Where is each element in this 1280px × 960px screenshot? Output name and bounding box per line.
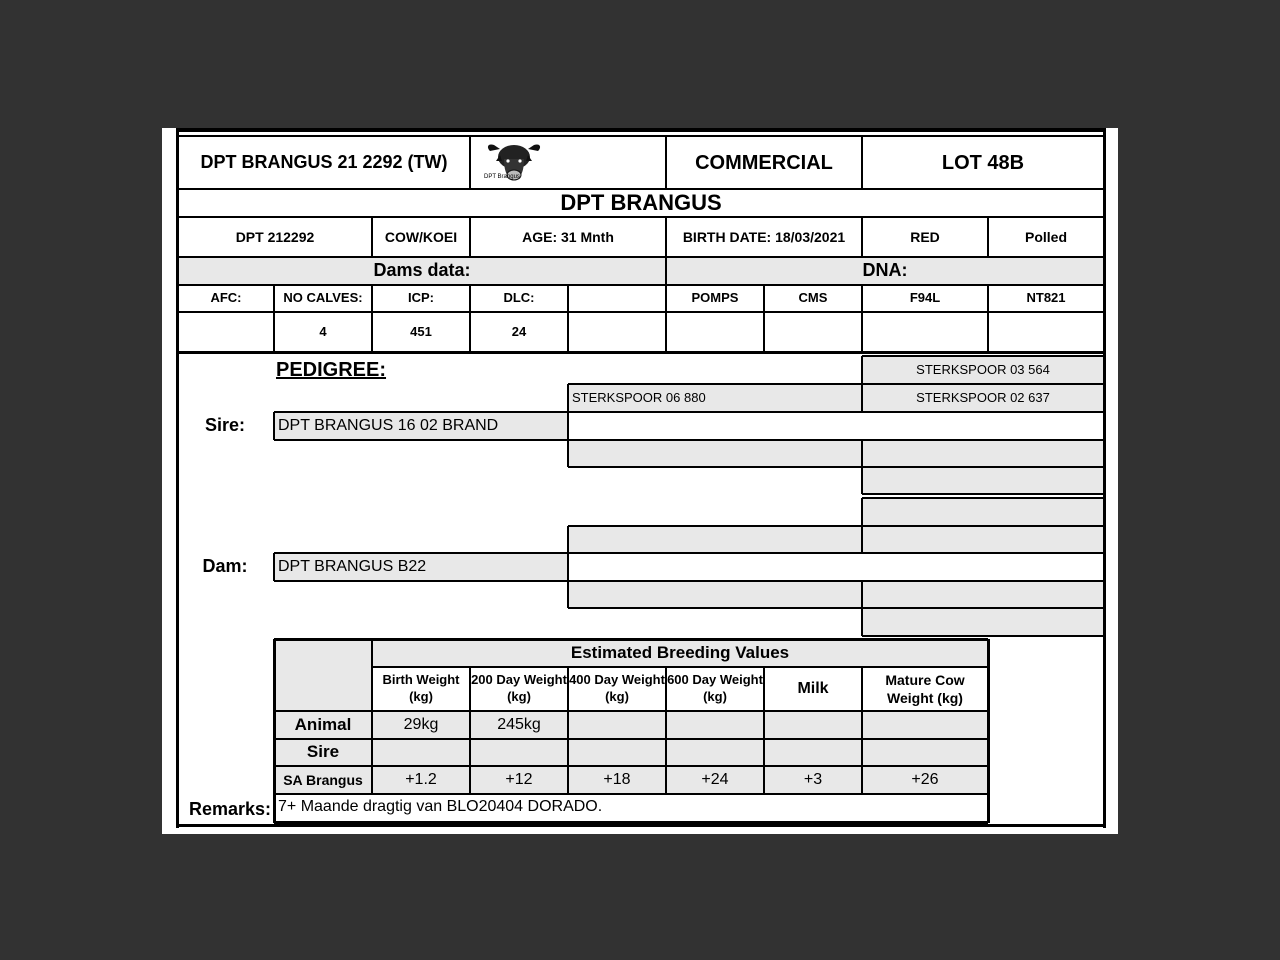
grid-line <box>176 128 1106 132</box>
grid-line <box>273 285 275 352</box>
pedigree-sire-dam-dam <box>862 467 1104 494</box>
grid-line <box>274 552 1104 554</box>
dlc-value: 24 <box>511 323 527 339</box>
category: COMMERCIAL <box>695 151 833 174</box>
grid-line <box>371 217 373 257</box>
grid-line <box>176 824 1106 827</box>
grid-line <box>469 285 471 352</box>
dna-heading: DNA: <box>666 257 1104 285</box>
grid-line <box>861 440 863 494</box>
ebv-cell: +26 <box>862 766 988 794</box>
dam-label: Dam: <box>202 556 248 577</box>
sire-label: Sire: <box>204 415 246 436</box>
grid-line <box>567 285 569 352</box>
grid-line <box>987 217 989 257</box>
animal-number: DPT 212292 <box>235 228 315 245</box>
grid-line <box>178 188 1104 190</box>
grid-line <box>861 217 863 257</box>
ebv-cell <box>568 739 666 766</box>
animal-id: DPT BRANGUS 21 2292 (TW) <box>200 151 448 172</box>
ebv-cell: +18 <box>568 766 666 794</box>
brangus-logo <box>470 136 666 189</box>
ebv-col-mature-cow: Mature Cow Weight (kg) <box>885 671 965 706</box>
grid-line <box>862 493 1104 495</box>
grid-line <box>861 384 863 412</box>
no-calves-label: NO CALVES: <box>283 290 363 306</box>
ebv-cell: +3 <box>764 766 862 794</box>
cms-value <box>764 312 862 352</box>
grid-line <box>567 384 569 412</box>
grid-line <box>274 580 1104 582</box>
grid-line <box>568 466 1104 468</box>
pedigree-dam: DPT BRANGUS B22 <box>274 553 568 581</box>
ebv-cell: +1.2 <box>372 766 470 794</box>
ebv-cell <box>764 711 862 739</box>
grid-line <box>178 256 1104 258</box>
grid-line <box>1103 356 1105 384</box>
grid-line <box>861 356 863 384</box>
pedigree-sire-dam <box>568 440 862 467</box>
grid-line <box>567 526 569 553</box>
pedigree-dam-sire-sire <box>862 498 1104 526</box>
grid-line <box>178 216 1104 218</box>
ebv-row-label-sire: Sire <box>274 739 372 766</box>
grid-line <box>861 667 863 794</box>
grid-line <box>176 135 1106 137</box>
grid-line <box>567 440 569 467</box>
animal-sex: COW/KOEI <box>384 228 458 245</box>
logo-text: DPT Brangus <box>484 174 520 180</box>
grid-line <box>568 525 1104 527</box>
ebv-cell <box>568 711 666 739</box>
grid-line <box>862 355 1104 357</box>
grid-line <box>987 285 989 352</box>
icp-label: ICP: <box>408 290 434 306</box>
grid-line <box>568 411 1104 413</box>
ebv-col-400-day: 400 Day Weight (kg) <box>569 672 665 704</box>
ebv-cell <box>372 739 470 766</box>
grid-line <box>665 257 667 285</box>
birth-date: BIRTH DATE: 18/03/2021 <box>682 228 846 245</box>
pomps-value <box>666 312 764 352</box>
grid-line <box>568 607 1104 609</box>
grid-line <box>371 639 373 794</box>
ebv-cell: 29kg <box>372 711 470 739</box>
f94l-value <box>862 312 988 352</box>
grid-line <box>274 439 1104 441</box>
ebv-col-milk: Milk <box>797 679 829 697</box>
grid-line <box>178 284 1104 286</box>
pomps-label: POMPS <box>691 290 739 306</box>
ebv-cell <box>862 739 988 766</box>
pedigree-heading: PEDIGREE: <box>276 359 387 381</box>
grid-line <box>274 793 988 795</box>
ebv-col-600-day: 600 Day Weight (kg) <box>667 672 763 704</box>
cms-label: CMS <box>798 290 828 306</box>
grid-line <box>372 666 988 668</box>
animal-age: AGE: 31 Mnth <box>522 228 614 245</box>
remarks-text: 7+ Maande dragtig van BLO20404 DORADO. <box>278 798 603 816</box>
ebv-col-200-day: 200 Day Weight (kg) <box>471 672 567 704</box>
nt821-label: NT821 <box>1026 290 1066 306</box>
grid-line <box>274 638 988 641</box>
lot-sheet <box>162 128 1118 834</box>
grid-line <box>176 128 179 828</box>
lot-number: LOT 48B <box>941 151 1025 174</box>
pedigree-sire-sire-dam: STERKSPOOR 02 637 <box>862 384 1104 412</box>
pedigree-dam-dam-dam <box>862 608 1104 636</box>
grid-line <box>274 765 988 767</box>
grid-line <box>178 311 1104 313</box>
ebv-col-birth-weight: Birth Weight (kg) <box>382 672 460 704</box>
grid-line <box>861 581 863 636</box>
ebv-cell <box>666 711 764 739</box>
ebv-cell: +24 <box>666 766 764 794</box>
ebv-header-blank <box>274 667 372 711</box>
ebv-cell <box>666 739 764 766</box>
remarks-label: Remarks: <box>188 799 272 820</box>
grid-line <box>861 285 863 352</box>
pedigree-dam-dam-sire <box>862 581 1104 608</box>
animal-colour: RED <box>910 228 940 245</box>
pedigree-sire: DPT BRANGUS 16 02 BRAND <box>274 412 568 440</box>
sheet-title: DPT BRANGUS <box>560 189 722 215</box>
grid-line <box>469 136 471 189</box>
grid-line <box>763 285 765 352</box>
f94l-label: F94L <box>909 290 941 306</box>
dlc-label: DLC: <box>503 290 535 306</box>
grid-line <box>274 738 988 740</box>
grid-line <box>1103 128 1106 828</box>
ebv-corner <box>274 639 372 667</box>
grid-line <box>178 351 1104 354</box>
pedigree-sire-dam-sire <box>862 440 1104 467</box>
grid-line <box>665 217 667 257</box>
grid-line <box>273 553 275 581</box>
ebv-title: Estimated Breeding Values <box>372 639 988 667</box>
grid-line <box>469 667 471 794</box>
grid-line <box>567 412 569 440</box>
grid-line <box>763 667 765 794</box>
ebv-cell <box>470 739 568 766</box>
grid-line <box>274 710 988 712</box>
pedigree-sire-sire-sire: STERKSPOOR 03 564 <box>862 356 1104 384</box>
horn-status: Polled <box>1024 228 1067 245</box>
ebv-cell <box>862 711 988 739</box>
pedigree-dam-dam <box>568 581 862 608</box>
ebv-cell: +12 <box>470 766 568 794</box>
ebv-row-label-animal: Animal <box>274 711 372 739</box>
no-calves-value: 4 <box>319 323 327 339</box>
grid-line <box>665 285 667 352</box>
grid-line <box>567 581 569 608</box>
grid-line <box>469 217 471 257</box>
grid-line <box>665 667 667 794</box>
pedigree-sire-sire: STERKSPOOR 06 880 <box>568 384 862 412</box>
pedigree-dam-sire <box>568 526 862 553</box>
grid-line <box>273 412 275 440</box>
grid-line <box>371 285 373 352</box>
grid-line <box>861 136 863 189</box>
grid-line <box>568 383 1104 385</box>
afc-value <box>178 312 274 352</box>
icp-value: 451 <box>410 323 432 339</box>
nt821-value <box>988 312 1104 352</box>
grid-line <box>273 639 276 823</box>
ebv-cell <box>764 739 862 766</box>
pedigree-dam-sire-dam <box>862 526 1104 553</box>
grid-line <box>862 497 1104 499</box>
grid-line <box>862 635 1104 637</box>
ebv-cell: 245kg <box>470 711 568 739</box>
dams-data-heading: Dams data: <box>178 257 666 285</box>
grid-line <box>274 821 988 824</box>
grid-line <box>567 553 569 581</box>
afc-label: AFC: <box>210 290 242 306</box>
grid-line <box>274 411 568 413</box>
grid-line <box>665 136 667 189</box>
ebv-row-label-sa-brangus: SA Brangus <box>274 766 372 794</box>
grid-line <box>567 667 569 794</box>
